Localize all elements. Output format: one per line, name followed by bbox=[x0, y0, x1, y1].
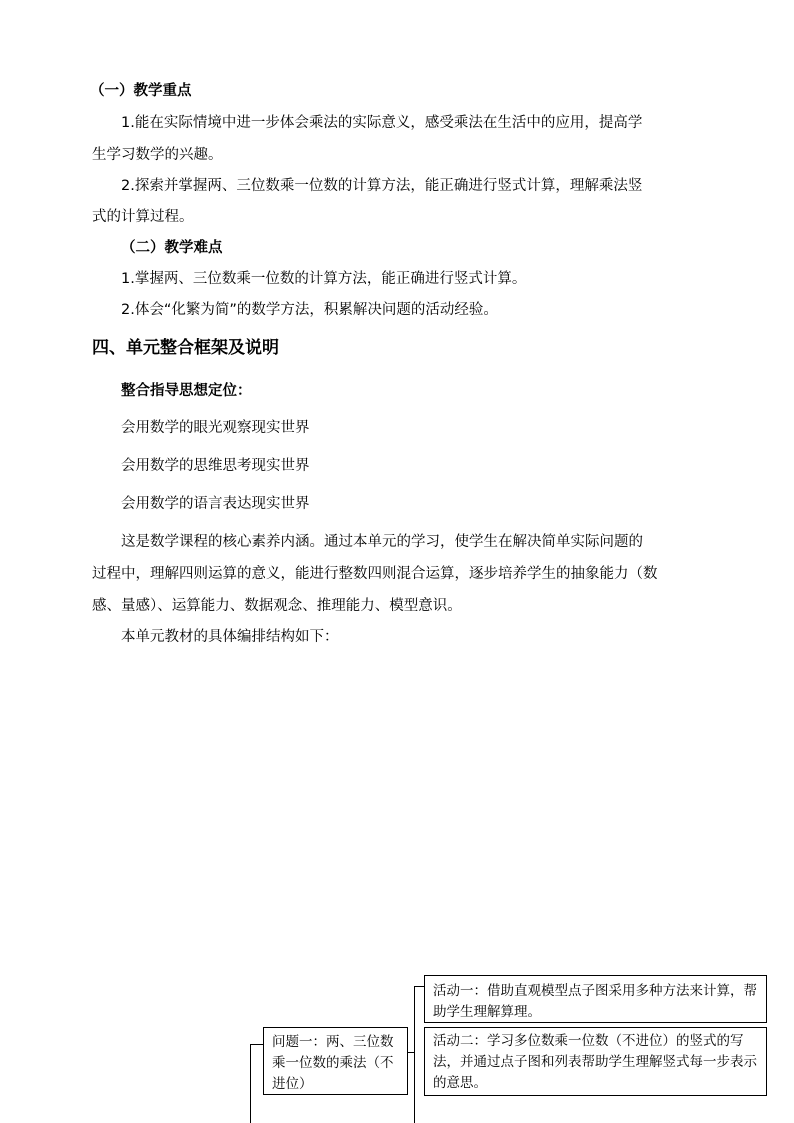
diagram-left-bracket-vertical bbox=[250, 1044, 251, 1123]
core-literacy-para-line-2: 过程中，理解四则运算的意义，能进行整数四则混合运算，逐步培养学生的抽象能力（数 bbox=[92, 566, 658, 582]
core-literacy-item-1: 会用数学的眼光观察现实世界 bbox=[121, 420, 310, 436]
core-literacy-item-3: 会用数学的语言表达现实世界 bbox=[121, 496, 310, 512]
structure-intro: 本单元教材的具体编排结构如下： bbox=[121, 629, 339, 645]
diagram-left-bracket-top bbox=[250, 1044, 263, 1045]
difficulty-2: 2.体会“化繁为简”的数学方法，积累解决问题的活动经验。 bbox=[121, 302, 498, 318]
activity-1-box: 活动一：借助直观模型点子图采用多种方法来计算，帮助学生理解算理。 bbox=[424, 975, 767, 1023]
key-point-1-line-2: 生学习数学的兴趣。 bbox=[92, 147, 223, 163]
core-literacy-para-line-1: 这是数学课程的核心素养内涵。通过本单元的学习，使学生在解决简单实际问题的 bbox=[121, 534, 643, 550]
heading-difficulties: （二）教学难点 bbox=[121, 240, 223, 256]
key-point-2-line-2: 式的计算过程。 bbox=[92, 209, 194, 225]
activity-2-box: 活动二：学习多位数乘一位数（不进位）的竖式的写法，并通过点子图和列表帮助学生理解竖式每一步表示的意思。 bbox=[424, 1027, 767, 1096]
diagram-right-bracket-top bbox=[414, 986, 424, 987]
section-four-heading: 四、单元整合框架及说明 bbox=[92, 338, 279, 358]
core-literacy-para-line-3: 感、量感）、运算能力、数据观念、推理能力、模型意识。 bbox=[92, 598, 462, 614]
diagram-right-bracket-vertical bbox=[414, 986, 415, 1123]
heading-key-points: （一）教学重点 bbox=[90, 83, 192, 99]
difficulty-1: 1.掌握两、三位数乘一位数的计算方法，能正确进行竖式计算。 bbox=[121, 271, 527, 287]
key-point-1-line-1: 1.能在实际情境中进一步体会乘法的实际意义，感受乘法在生活中的应用，提高学 bbox=[121, 115, 643, 131]
problem-1-box: 问题一：两、三位数乘一位数的乘法（不进位） bbox=[263, 1027, 408, 1095]
core-literacy-item-2: 会用数学的思维思考现实世界 bbox=[121, 458, 310, 474]
guiding-thought-heading: 整合指导思想定位： bbox=[121, 383, 252, 399]
key-point-2-line-1: 2.探索并掌握两、三位数乘一位数的计算方法，能正确进行竖式计算，理解乘法竖 bbox=[121, 178, 643, 194]
